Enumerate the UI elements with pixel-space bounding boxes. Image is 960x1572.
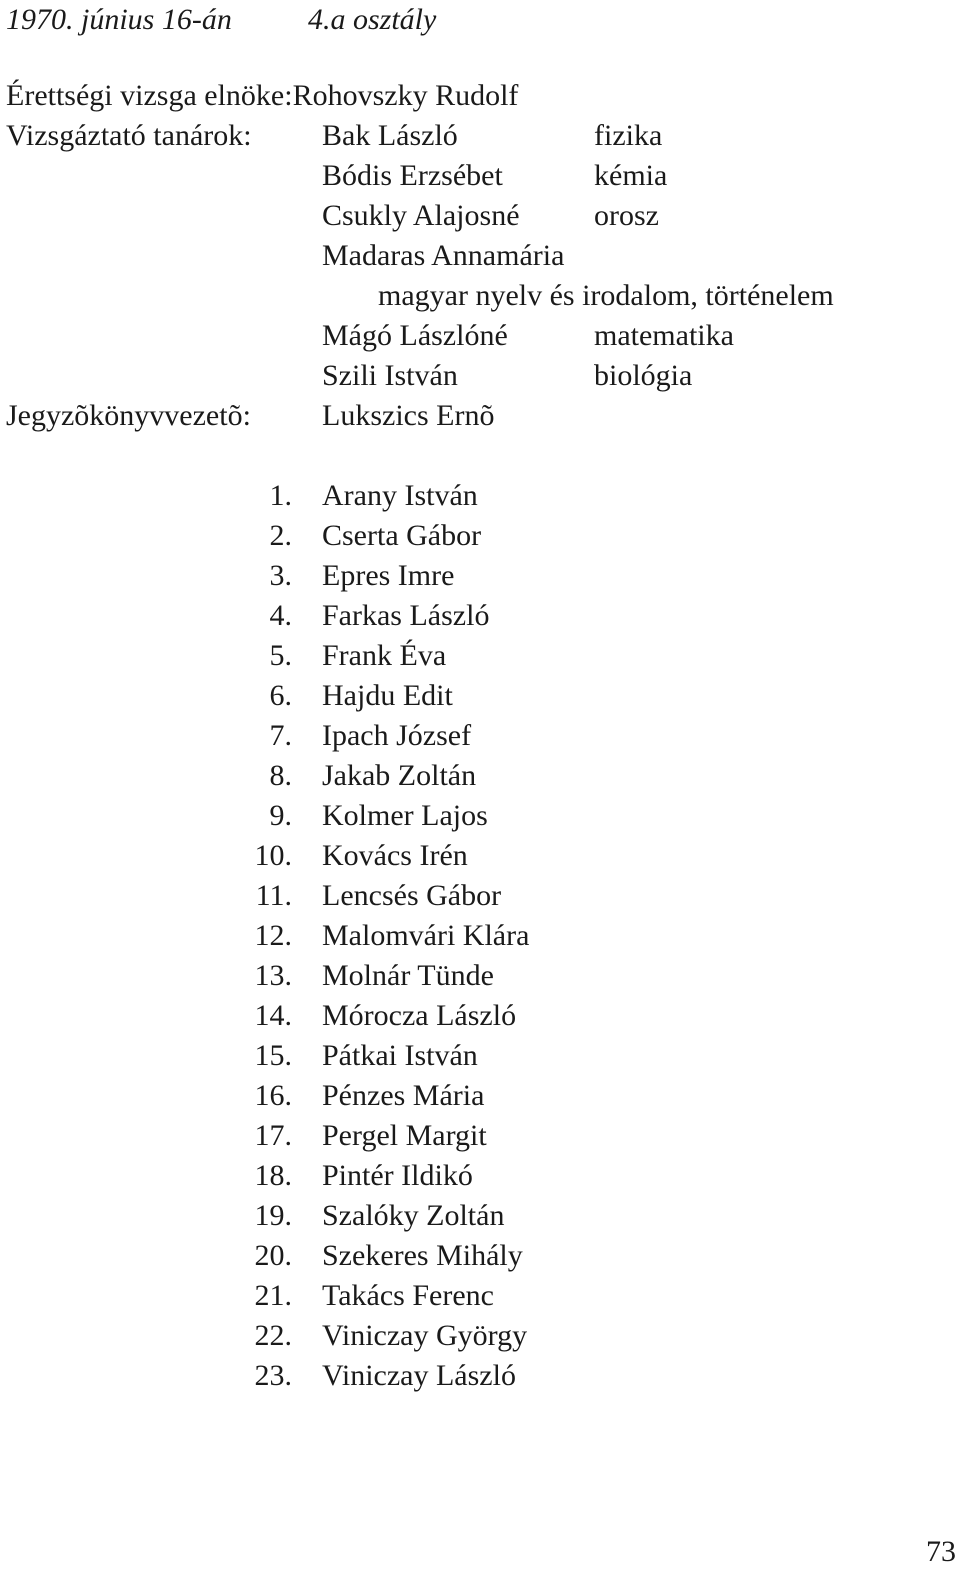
examiner-name: Szili István [322, 359, 458, 392]
class-name: 4.a osztály [308, 3, 437, 36]
student-name: Pintér Ildikó [322, 1159, 473, 1192]
student-name: Frank Éva [322, 639, 447, 672]
student-number: 8. [269, 759, 292, 792]
student-number: 13. [254, 959, 292, 992]
student-number: 14. [254, 999, 292, 1032]
student-number: 20. [254, 1239, 292, 1272]
student-number: 5. [269, 639, 292, 672]
student-name: Hajdu Edit [322, 679, 453, 712]
examiner-subject: magyar nyelv és irodalom, történelem [378, 279, 834, 312]
examiner-subject: fizika [594, 119, 663, 152]
examiner-name: Mágó Lászlóné [322, 319, 508, 352]
recorder-name: Lukszics Ernõ [322, 399, 495, 432]
student-name: Molnár Tünde [322, 959, 494, 992]
student-name: Farkas László [322, 599, 490, 632]
document-date: 1970. június 16-án [6, 3, 232, 36]
student-number: 11. [255, 879, 292, 912]
student-name: Malomvári Klára [322, 919, 530, 952]
student-number: 10. [254, 839, 292, 872]
examiner-name: Bódis Erzsébet [322, 159, 503, 192]
examiner-name: Bak László [322, 119, 458, 152]
student-number: 22. [254, 1319, 292, 1352]
student-name: Kovács Irén [322, 839, 468, 872]
student-name: Jakab Zoltán [322, 759, 477, 792]
student-name: Takács Ferenc [322, 1279, 494, 1312]
student-name: Kolmer Lajos [322, 799, 488, 832]
student-name: Szekeres Mihály [322, 1239, 523, 1272]
president-name: Rohovszky Rudolf [292, 79, 519, 112]
student-name: Mórocza László [322, 999, 517, 1032]
student-number: 16. [254, 1079, 292, 1112]
examiners-label: Vizsgáztató tanárok: [6, 119, 252, 152]
student-number: 23. [254, 1359, 292, 1392]
student-number: 6. [269, 679, 292, 712]
student-number: 17. [254, 1119, 292, 1152]
student-number: 7. [269, 719, 292, 752]
student-name: Viniczay László [322, 1359, 516, 1392]
examiner-name: Csukly Alajosné [322, 199, 520, 232]
student-name: Viniczay György [322, 1319, 528, 1352]
student-number: 12. [254, 919, 292, 952]
examiner-name: Madaras Annamária [322, 239, 565, 272]
president-line [6, 76, 518, 116]
student-name: Pátkai István [322, 1039, 478, 1072]
student-name: Pénzes Mária [322, 1079, 485, 1112]
student-name: Lencsés Gábor [322, 879, 502, 912]
student-name: Arany István [322, 479, 478, 512]
examiner-subject: orosz [594, 199, 659, 232]
student-number: 9. [269, 799, 292, 832]
student-name: Pergel Margit [322, 1119, 487, 1152]
student-name: Epres Imre [322, 559, 455, 592]
student-name: Ipach József [322, 719, 472, 752]
student-number: 1. [269, 479, 292, 512]
examiner-subject: kémia [594, 159, 668, 192]
student-number: 21. [254, 1279, 292, 1312]
student-name: Szalóky Zoltán [322, 1199, 505, 1232]
student-number: 4. [269, 599, 292, 632]
student-number: 19. [254, 1199, 292, 1232]
student-name: Cserta Gábor [322, 519, 482, 552]
student-number: 18. [254, 1159, 292, 1192]
president-label: Érettségi vizsga elnöke: [6, 79, 293, 112]
examiner-subject: matematika [594, 319, 734, 352]
student-number: 15. [254, 1039, 292, 1072]
student-number: 2. [269, 519, 292, 552]
examiner-subject: biológia [594, 359, 693, 392]
student-number: 3. [269, 559, 292, 592]
recorder-label: Jegyzõkönyvvezetõ: [6, 399, 251, 432]
page-number: 73 [926, 1535, 956, 1568]
